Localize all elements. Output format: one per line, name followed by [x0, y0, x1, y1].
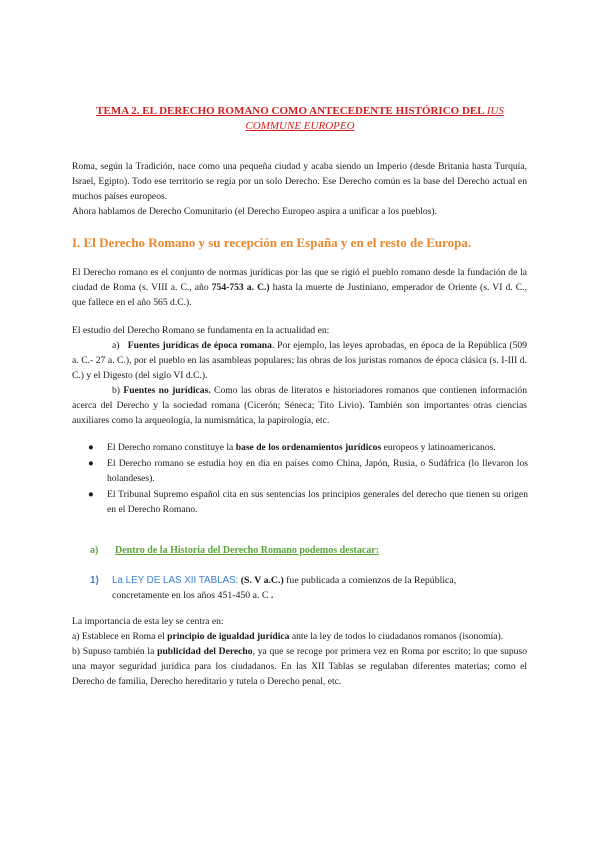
bullet-2-text: El Derecho romano se estudia hoy en día en países como China, Japón, Rusia, o Sudáfrica (lo llevaron los holandeses).: [107, 458, 528, 484]
importancia-intro: La importancia de esta ley se centra en:: [72, 616, 224, 627]
ley-xii-tablas: [90, 573, 527, 603]
subsection-text: Dentro de la Historia del Derecho Romano podemos destacar:: [115, 545, 380, 556]
bullet-icon: ●: [88, 442, 94, 453]
section1-p1-bold: 754-753 a. C.): [211, 282, 270, 293]
bullet-1-bold: base de los ordenamientos jurídicos: [235, 442, 382, 453]
title-line1: TEMA 2. EL DERECHO ROMANO COMO ANTECEDENTE HISTÓRICO DEL: [96, 105, 487, 117]
source-b-bold: Fuentes no jurídicas.: [123, 385, 211, 396]
source-b-label: b): [112, 385, 120, 396]
subsection-heading: [90, 545, 379, 556]
importancia-item-a: [72, 629, 527, 644]
importancia-b-text-b: , ya que se recoge por primera vez en Roma por escrito; lo que supuso una mayor seguridad jurídica para los ciudadanos. En las XII Tablas se regulaban diferentes materias; como el Derecho de familia, Derecho hereditario y tutela o Derecho penal, etc.: [72, 646, 527, 687]
source-item-b: [72, 383, 527, 428]
importancia-block: [72, 614, 527, 689]
intro-block: [72, 159, 527, 219]
subsection-label: a): [90, 545, 99, 556]
section1-paragraph-2: El estudio del Derecho Romano se fundamenta en la actualidad en:: [72, 325, 330, 336]
title-line2: COMMUNE EUROPEO: [245, 120, 355, 132]
bullet-3-text: El Tribunal Supremo español cita en sus sentencias los principios generales del derecho que tienen su origen en el Derecho Romano.: [107, 489, 528, 515]
source-item-a: [72, 338, 527, 383]
bullet-icon: ●: [88, 489, 94, 500]
source-a-bold: Fuentes jurídicas de época romana: [127, 340, 272, 351]
ley-number: 1): [90, 575, 99, 586]
importancia-a-text-b: ante la ley de todos lo ciudadanos romanos (isonomía).: [289, 631, 504, 642]
list-item: [88, 440, 528, 455]
list-item: [88, 487, 528, 517]
ley-text-a: fue publicada a comienzos de la República,: [283, 575, 457, 586]
importancia-a-bold: principio de igualdad jurídica: [167, 631, 290, 642]
importancia-a-text-a: a) Establece en Roma el: [72, 631, 168, 642]
intro-paragraph-2: Ahora hablamos de Derecho Comunitario (el Derecho Europeo aspira a unificar a los pueblos).: [72, 206, 437, 217]
list-item: [88, 456, 528, 486]
importancia-b-text-a: b) Supuso también la: [72, 646, 158, 657]
importancia-item-b: [72, 644, 527, 689]
bullet-1-text-b: europeos y latinoamericanos.: [381, 442, 496, 453]
ley-name: La LEY DE LAS XII TABLAS:: [112, 575, 239, 586]
section1-p1-text-a: El Derecho romano es el conjunto de normas jurídicas por las que se rigió el pueblo romano desde la fundación de la ciudad de Roma (s. VIII a. C., año: [72, 267, 527, 293]
ley-date: (S. V a.C.): [240, 575, 284, 586]
source-b-text: Como las obras de literatos e historiadores romanos que contienen información acerca del Derecho y la sociedad romana (Cicerón; Séneca; Tito Livio). También son importantes otras ciencias auxiliares como la arqueología, la numismática, la papirología, etc.: [72, 385, 527, 426]
bullet-icon: ●: [88, 458, 94, 469]
bullet-list: [88, 440, 528, 518]
ley-text-b: concretamente en los años 451-450 a. C: [112, 590, 269, 601]
source-a-label: a): [112, 340, 120, 351]
intro-paragraph-1: Roma, según la Tradición, nace como una pequeña ciudad y acaba siendo un Imperio (desde Britania hasta Turquía, Israel, Egipto). Todo ese territorio se regía por un solo Derecho. Ese Derecho común es la base del Derecho actual en muchos países europeos.: [72, 161, 527, 202]
bullet-1-text-a: El Derecho romano constituye la: [107, 442, 236, 453]
document-title: [60, 104, 540, 134]
section1-sources: [72, 323, 527, 428]
section1-p1-text-b: hasta la muerte de Justiniano, emperador de Oriente (s. VI d. C., que fallece en el año 565 d.C.).: [72, 282, 527, 308]
section1-paragraph-1: [72, 265, 527, 310]
section-heading: I. El Derecho Romano y su recepción en España y en el resto de Europa.: [72, 235, 472, 250]
title-ius: IUS: [486, 105, 504, 117]
ley-text-b-end: .: [270, 590, 274, 601]
importancia-b-bold: publicidad del Derecho: [157, 646, 253, 657]
source-a-text: . Por ejemplo, las leyes aprobadas, en época de la República (509 a. C.- 27 a. C.), por el pueblo en las asambleas populares; las obras de los juristas romanos de época clásica (s. I-III d. C.) y el Digesto (del siglo VI d.C.).: [72, 340, 528, 381]
